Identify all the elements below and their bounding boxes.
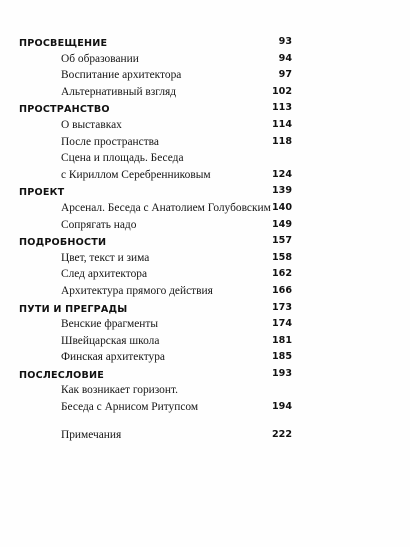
toc-page-number: 158 bbox=[271, 251, 292, 263]
toc-page-number: 97 bbox=[278, 69, 292, 81]
toc-entry-row bbox=[19, 217, 292, 234]
toc-page-number: 118 bbox=[271, 135, 292, 147]
toc-entry-title: Как возникает горизонт. bbox=[61, 384, 178, 397]
toc-section-title: ПРОЕКТ bbox=[19, 187, 65, 199]
toc-section-title: ПРОСВЕЩЕНИЕ bbox=[19, 38, 108, 49]
toc-entry-title: Финская архитектура bbox=[61, 351, 165, 364]
toc-page-number: 222 bbox=[271, 428, 292, 440]
toc-entry-row bbox=[19, 382, 292, 399]
toc-section-row bbox=[19, 34, 292, 51]
toc-entry-title: Цвет, текст и зима bbox=[61, 251, 150, 264]
toc-section-row bbox=[19, 183, 292, 200]
toc-entry-title: Примечания bbox=[61, 428, 122, 441]
toc-page-number: 114 bbox=[271, 118, 292, 130]
toc-entry-title: Сопрягать надо bbox=[61, 218, 137, 231]
toc-entry-title: Архитектура прямого действия bbox=[61, 284, 213, 297]
table-of-contents bbox=[19, 34, 292, 443]
toc-section-title: ПОДРОБНОСТИ bbox=[19, 237, 107, 249]
toc-section-row bbox=[19, 300, 292, 317]
toc-page-number: 94 bbox=[278, 52, 292, 64]
toc-entry-row bbox=[19, 134, 292, 151]
toc-page-number: 181 bbox=[271, 334, 292, 346]
toc-page-number: 194 bbox=[271, 401, 292, 413]
toc-entry-row bbox=[19, 117, 292, 134]
toc-page-number: 124 bbox=[271, 168, 292, 180]
toc-section-title: ПРОСТРАНСТВО bbox=[19, 104, 110, 116]
toc-page-number: 162 bbox=[271, 268, 292, 280]
toc-section-row bbox=[19, 366, 292, 383]
toc-entry-title: Сцена и площадь. Беседа bbox=[61, 152, 184, 165]
toc-entry-row bbox=[19, 266, 292, 283]
toc-entry-title: с Кириллом Серебренниковым bbox=[61, 168, 211, 181]
toc-entry-row bbox=[19, 167, 292, 184]
toc-entry-title: Альтернативный взгляд bbox=[61, 85, 177, 98]
toc-page-number: 93 bbox=[278, 36, 292, 47]
toc-page-number: 113 bbox=[271, 102, 292, 114]
toc-entry-row bbox=[19, 150, 292, 167]
toc-page-number: 173 bbox=[271, 301, 292, 313]
toc-page-number: 185 bbox=[271, 351, 292, 363]
toc-entry-title: Арсенал. Беседа с Анатолием Голубовским bbox=[61, 201, 271, 214]
toc-page-number: 157 bbox=[271, 235, 292, 247]
toc-entry-row bbox=[19, 399, 292, 416]
toc-entry-title: Беседа с Арнисом Ритупсом bbox=[61, 401, 199, 414]
toc-page-number: 193 bbox=[271, 367, 292, 379]
toc-entry-title: Швейцарская школа bbox=[61, 334, 160, 347]
toc-page-number: 174 bbox=[271, 318, 292, 330]
toc-entry-title: После пространства bbox=[61, 135, 159, 148]
toc-entry-row bbox=[19, 200, 292, 217]
toc-entry-row bbox=[19, 427, 292, 444]
toc-entry-title: О выставках bbox=[61, 118, 122, 131]
toc-page-number: 139 bbox=[271, 185, 292, 197]
toc-entry-title: Венские фрагменты bbox=[61, 318, 158, 331]
toc-entry-row bbox=[19, 316, 292, 333]
toc-entry-title: След архитектора bbox=[61, 268, 148, 281]
toc-section-row bbox=[19, 100, 292, 117]
toc-entry-row bbox=[19, 67, 292, 84]
toc-entry-row bbox=[19, 349, 292, 366]
toc-entry-row bbox=[19, 51, 292, 68]
toc-section-title: ПУТИ И ПРЕГРАДЫ bbox=[19, 303, 128, 315]
toc-page-number: 102 bbox=[271, 85, 292, 97]
toc-entry-row bbox=[19, 250, 292, 267]
toc-page-number: 166 bbox=[271, 284, 292, 296]
toc-entry-row bbox=[19, 84, 292, 101]
toc-entry-row bbox=[19, 333, 292, 350]
toc-entry-row bbox=[19, 283, 292, 300]
toc-entry-title: Воспитание архитектора bbox=[61, 69, 182, 82]
toc-section-row bbox=[19, 233, 292, 250]
toc-page-number: 149 bbox=[271, 218, 292, 230]
toc-page-number: 140 bbox=[271, 201, 292, 213]
toc-entry-title: Об образовании bbox=[61, 52, 139, 65]
toc-section-title: ПОСЛЕСЛОВИЕ bbox=[19, 369, 105, 381]
